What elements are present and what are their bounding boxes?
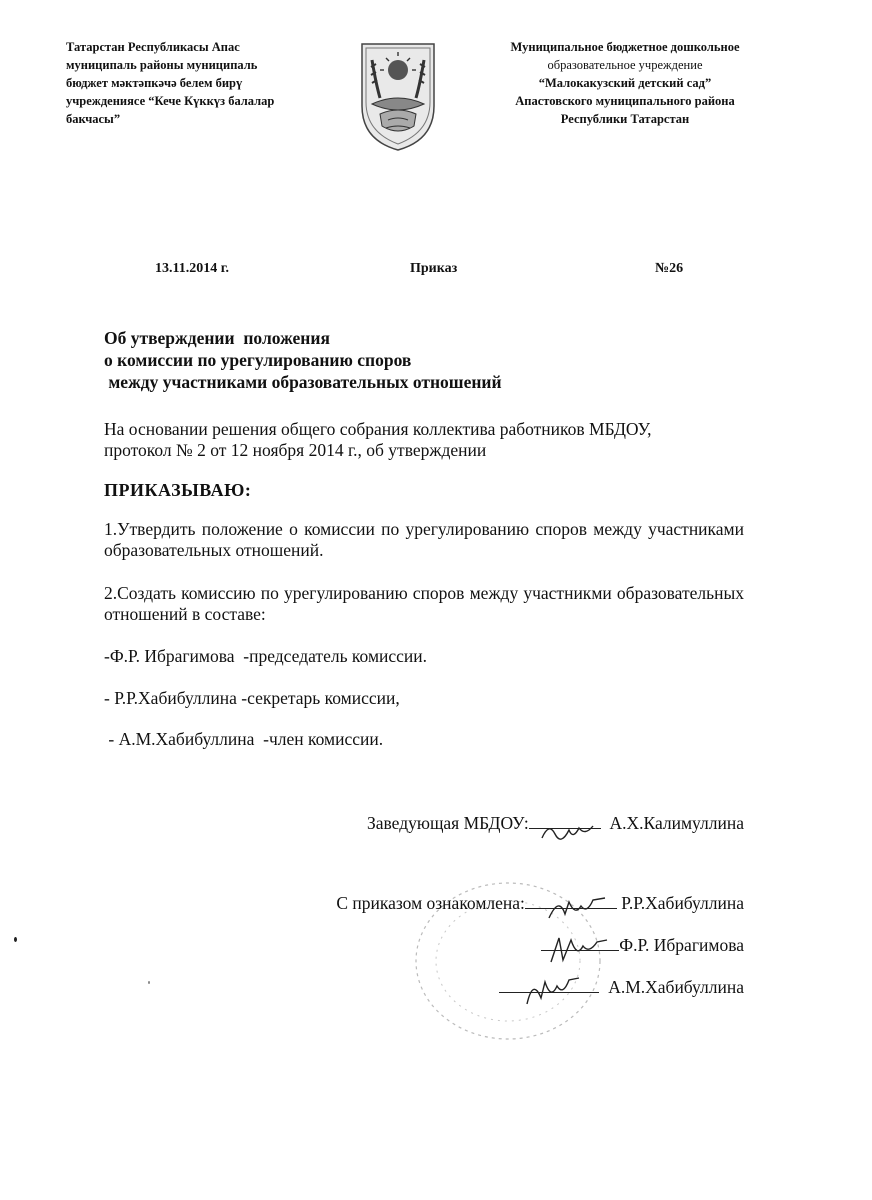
committee-member: - Р.Р.Хабибуллина -секретарь комиссии, <box>104 688 400 708</box>
header-right-line: Республики Татарстан <box>560 112 690 126</box>
head-signature-line <box>367 813 744 834</box>
document-date: 13.11.2014 г. <box>155 261 230 276</box>
handwritten-signature <box>545 894 609 924</box>
header-right <box>480 38 770 128</box>
acknowledgement-line <box>499 977 744 998</box>
acknowledged-name: Р.Р.Хабибуллина <box>621 893 744 913</box>
header-left-line: бакчасы” <box>66 112 121 126</box>
title-line: о комиссии по урегулированию споров <box>104 350 412 370</box>
document-title <box>104 327 502 393</box>
acknowledgement-label: С приказом ознакомлена: <box>336 893 525 913</box>
signature-blank <box>499 992 599 993</box>
title-line: между участниками образовательных отношений <box>104 372 502 392</box>
acknowledged-name: Ф.Р. Ибрагимова <box>619 935 744 955</box>
basis-line: На основании решения общего собрания коллектива работников МБДОУ, <box>104 419 652 439</box>
acknowledgement-line <box>336 893 744 914</box>
header-right-line: Апастовского муниципального района <box>515 94 735 108</box>
handwritten-signature <box>547 932 611 966</box>
order-heading: ПРИКАЗЫВАЮ: <box>104 480 252 500</box>
acknowledged-name: А.М.Хабибуллина <box>608 977 744 997</box>
signature-blank <box>525 908 617 909</box>
title-line: Об утверждении положения <box>104 328 330 348</box>
order-item-2: 2.Создать комиссию по урегулированию споров между участникми образовательных отношений в составе: <box>104 583 744 624</box>
basis-paragraph <box>104 419 754 461</box>
scan-speck <box>148 981 150 984</box>
basis-line: протокол № 2 от 12 ноября 2014 г., об утверждении <box>104 440 487 460</box>
header-right-line: образовательное учреждение <box>547 58 703 72</box>
scan-speck <box>14 937 17 942</box>
header-left-line: бюджет мәктәпкәчә белем бирү <box>66 76 243 90</box>
document-type: Приказ <box>410 261 458 276</box>
signature-blank <box>529 828 601 829</box>
committee-member: - А.М.Хабибуллина -член комиссии. <box>104 729 384 749</box>
header-right-line: Муниципальное бюджетное дошкольное <box>510 40 740 54</box>
header-left <box>66 38 274 128</box>
header-left-line: Татарстан Республикасы Апас <box>66 40 240 54</box>
handwritten-signature <box>539 820 595 844</box>
coat-of-arms-emblem <box>358 40 438 152</box>
header-left-line: учреждениясе “Кече Күккүз балалар <box>66 94 275 108</box>
signature-blank <box>541 950 619 951</box>
header-left-line: муниципаль районы муниципаль <box>66 58 258 72</box>
order-item-1: 1.Утвердить положение о комиссии по урегулированию споров между участниками образовательных отношений. <box>104 519 744 560</box>
head-name: А.Х.Калимуллина <box>609 813 744 833</box>
document-number: №26 <box>655 261 684 276</box>
head-signature-label: Заведующая МБДОУ: <box>366 813 529 833</box>
header-right-line: “Малокакузский детский сад” <box>538 76 712 90</box>
committee-member: -Ф.Р. Ибрагимова -председатель комиссии. <box>104 646 428 666</box>
acknowledgement-line <box>541 935 744 956</box>
handwritten-signature <box>523 972 583 1008</box>
